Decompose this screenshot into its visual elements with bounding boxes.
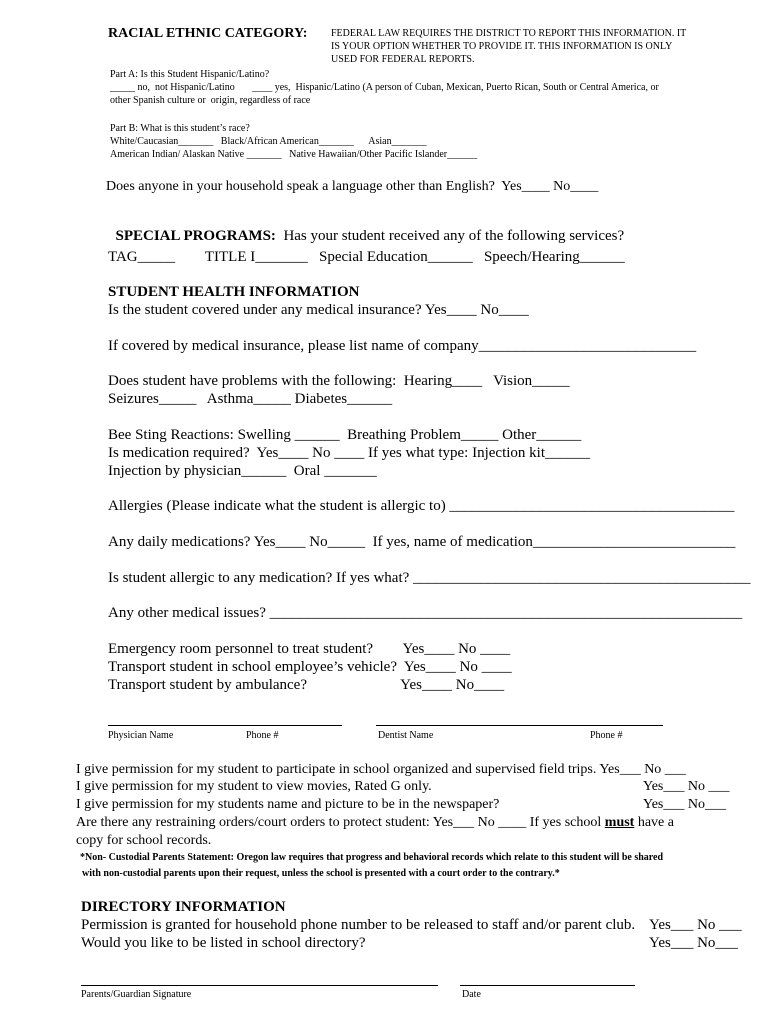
part-a-options-cont: other Spanish culture or origin, regardless of race: [110, 95, 311, 106]
injection-oral[interactable]: Injection by physician______ Oral _______: [108, 463, 377, 479]
dentist-name-label: Dentist Name: [378, 730, 434, 741]
special-programs-options[interactable]: TAG_____ TITLE I_______ Special Education______ Speech/Hearing______: [108, 249, 625, 265]
special-programs-question: Has your student received any of the following services?: [275, 228, 625, 244]
physician-signature-line[interactable]: [108, 725, 342, 726]
directory-heading: DIRECTORY INFORMATION: [81, 899, 286, 915]
permission-movies: I give permission for my student to view movies, Rated G only.: [76, 779, 432, 794]
health-heading: STUDENT HEALTH INFORMATION: [108, 284, 360, 300]
physician-name-label: Physician Name: [108, 730, 174, 741]
part-b-options-row2[interactable]: American Indian/ Alaskan Native _______ Native Hawaiian/Other Pacific Islander______: [110, 149, 478, 160]
dentist-signature-line[interactable]: [376, 725, 663, 726]
directory-listing-question: Would you like to be listed in school directory?: [81, 935, 366, 951]
insurance-company-question[interactable]: If covered by medical insurance, please list name of company_____________________________: [108, 338, 697, 354]
directory-phone-answer[interactable]: Yes___ No ___: [649, 917, 742, 933]
non-custodial-statement-line1: *Non- Custodial Parents Statement: Oregon law requires that progress and behavioral records which relate to this student will be shared: [80, 852, 664, 863]
directory-listing-answer[interactable]: Yes___ No___: [649, 935, 738, 951]
dentist-phone-label: Phone #: [590, 730, 623, 741]
date-line[interactable]: [460, 985, 635, 986]
date-label: Date: [462, 989, 481, 1000]
non-custodial-statement-line2: with non-custodial parents upon their request, unless the school is presented with a court order to the contrary.*: [82, 868, 560, 879]
part-a-question: Part A: Is this Student Hispanic/Latino?: [110, 69, 270, 80]
racial-heading: RACIAL ETHNIC CATEGORY:: [108, 26, 308, 41]
permission-newspaper-answer[interactable]: Yes___ No___: [643, 797, 726, 812]
racial-notice-line1: FEDERAL LAW REQUIRES THE DISTRICT TO REPORT THIS INFORMATION. IT: [331, 28, 687, 39]
part-a-options[interactable]: _____ no, not Hispanic/Latino ____ yes, Hispanic/Latino (A person of Cuban, Mexican, Puerto Rican, South or Central America, or: [110, 82, 659, 93]
must-emphasis: must: [604, 815, 635, 830]
guardian-signature-line[interactable]: [81, 985, 438, 986]
transport-ambulance-question[interactable]: Transport student by ambulance? Yes____ No____: [108, 677, 505, 693]
restraining-orders-text-end: have a: [634, 815, 674, 830]
insurance-question[interactable]: Is the student covered under any medical insurance? Yes____ No____: [108, 302, 529, 318]
medication-required[interactable]: Is medication required? Yes____ No ____ If yes what type: Injection kit______: [108, 445, 590, 461]
health-problems-row1[interactable]: Does student have problems with the following: Hearing____ Vision_____: [108, 373, 570, 389]
restraining-orders-question[interactable]: [76, 816, 674, 830]
transport-vehicle-question[interactable]: Transport student in school employee’s vehicle? Yes____ No ____: [108, 659, 512, 675]
restraining-orders-text: Are there any restraining orders/court orders to protect student: Yes___ No ____ If yes school: [76, 815, 605, 830]
special-programs-heading: SPECIAL PROGRAMS:: [115, 228, 276, 244]
guardian-signature-label: Parents/Guardian Signature: [81, 989, 192, 1000]
special-programs-line: [108, 214, 624, 244]
physician-phone-label: Phone #: [246, 730, 279, 741]
daily-medications-question[interactable]: Any daily medications? Yes____ No_____ If yes, name of medication___________________________: [108, 534, 736, 550]
allergies-question[interactable]: Allergies (Please indicate what the student is allergic to) ______________________________________: [108, 498, 735, 514]
emergency-treat-question[interactable]: Emergency room personnel to treat student? Yes____ No ____: [108, 641, 511, 657]
language-question[interactable]: Does anyone in your household speak a language other than English? Yes____ No____: [106, 179, 599, 194]
health-problems-row2[interactable]: Seizures_____ Asthma_____ Diabetes______: [108, 391, 393, 407]
bee-sting-reactions[interactable]: Bee Sting Reactions: Swelling ______ Breathing Problem_____ Other______: [108, 427, 582, 443]
permission-field-trips[interactable]: I give permission for my student to participate in school organized and supervised field trips. Yes___ No ___: [76, 762, 686, 777]
permission-movies-answer[interactable]: Yes___ No ___: [643, 779, 730, 794]
permission-newspaper: I give permission for my students name and picture to be in the newspaper?: [76, 797, 500, 812]
part-b-options-row1[interactable]: White/Caucasian_______ Black/African American_______ Asian_______: [110, 136, 427, 147]
racial-notice-line2: IS YOUR OPTION WHETHER TO PROVIDE IT. THIS INFORMATION IS ONLY: [331, 41, 673, 52]
other-medical-issues-question[interactable]: Any other medical issues? _______________________________________________________________: [108, 605, 743, 621]
directory-phone-permission: Permission is granted for household phone number to be released to staff and/or parent club.: [81, 917, 636, 933]
restraining-orders-cont: copy for school records.: [76, 833, 212, 848]
part-b-question: Part B: What is this student’s race?: [110, 123, 250, 134]
racial-notice-line3: USED FOR FEDERAL REPORTS.: [331, 54, 475, 65]
medication-allergy-question[interactable]: Is student allergic to any medication? If yes what? _____________________________________________: [108, 570, 751, 586]
